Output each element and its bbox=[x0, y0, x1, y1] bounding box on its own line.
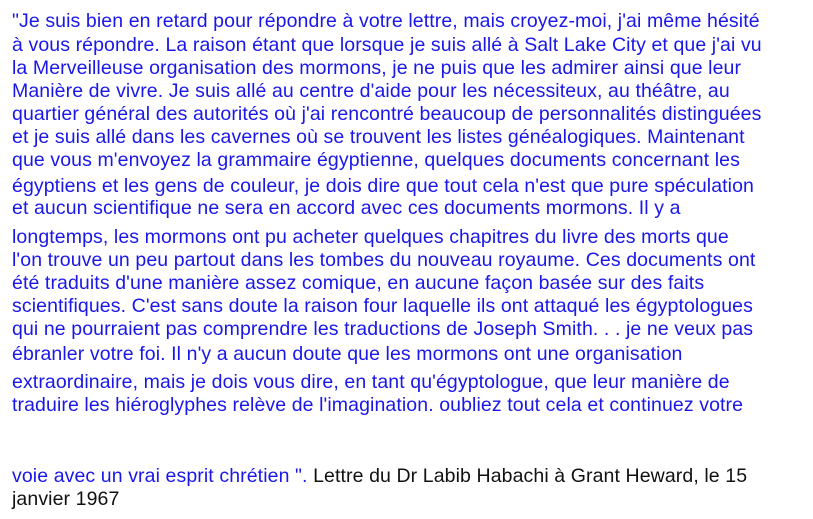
quote-line: extraordinaire, mais je dois vous dire, en tant qu'égyptologue, que leur manière de bbox=[12, 371, 730, 393]
quote-line: que vous m'envoyez la grammaire égyptienne, quelques documents concernant les bbox=[12, 149, 740, 171]
quote-line: l'on trouve un peu partout dans les tombes du nouveau royaume. Ces documents ont bbox=[12, 249, 756, 271]
quote-line: ébranler votre foi. Il n'y a aucun doute que les mormons ont une organisation bbox=[12, 343, 683, 365]
quote-line: longtemps, les mormons ont pu acheter quelques chapitres du livre des morts que bbox=[12, 226, 729, 248]
quote-line: à vous répondre. La raison étant que lorsque je suis allé à Salt Lake City et que j'ai vu bbox=[12, 34, 762, 56]
quote-line: "Je suis bien en retard pour répondre à votre lettre, mais croyez-moi, j'ai même hésité bbox=[12, 10, 760, 32]
quote-line: scientifiques. C'est sans doute la raison four laquelle ils ont attaqué les égyptologues bbox=[12, 295, 753, 317]
quote-line: et je suis allé dans les cavernes où se trouvent les listes généalogiques. Maintenant bbox=[12, 126, 745, 148]
quote-line: quartier général des autorités où j'ai rencontré beaucoup de personnalités distinguées bbox=[12, 103, 762, 125]
quote-line: traduire les hiéroglyphes relève de l'imagination. oubliez tout cela et continuez votre bbox=[12, 394, 744, 416]
attribution-date: janvier 1967 bbox=[12, 488, 120, 510]
attribution-text: Lettre du Dr Labib Habachi à Grant Heward, le 15 bbox=[307, 465, 748, 487]
quote-line: la Merveilleuse organisation des mormons, je ne puis que les admirer ainsi que leur bbox=[12, 57, 742, 79]
quote-line: et aucun scientifique ne sera en accord avec ces documents mormons. Il y a bbox=[12, 197, 681, 219]
quote-line: qui ne pourraient pas comprendre les traductions de Joseph Smith. . . je ne veux pas bbox=[12, 318, 754, 340]
quote-closing-text: voie avec un vrai esprit chrétien ". bbox=[12, 465, 308, 487]
quote-line: Manière de vivre. Je suis allé au centre d'aide pour les nécessiteux, au théâtre, au bbox=[12, 80, 730, 102]
quote-closing-line bbox=[12, 465, 747, 487]
quote-line: égyptiens et les gens de couleur, je dois dire que tout cela n'est que pure spéculation bbox=[12, 175, 754, 197]
quote-line: été traduits d'une manière assez comique, en aucune façon basée sur des faits bbox=[12, 272, 705, 294]
